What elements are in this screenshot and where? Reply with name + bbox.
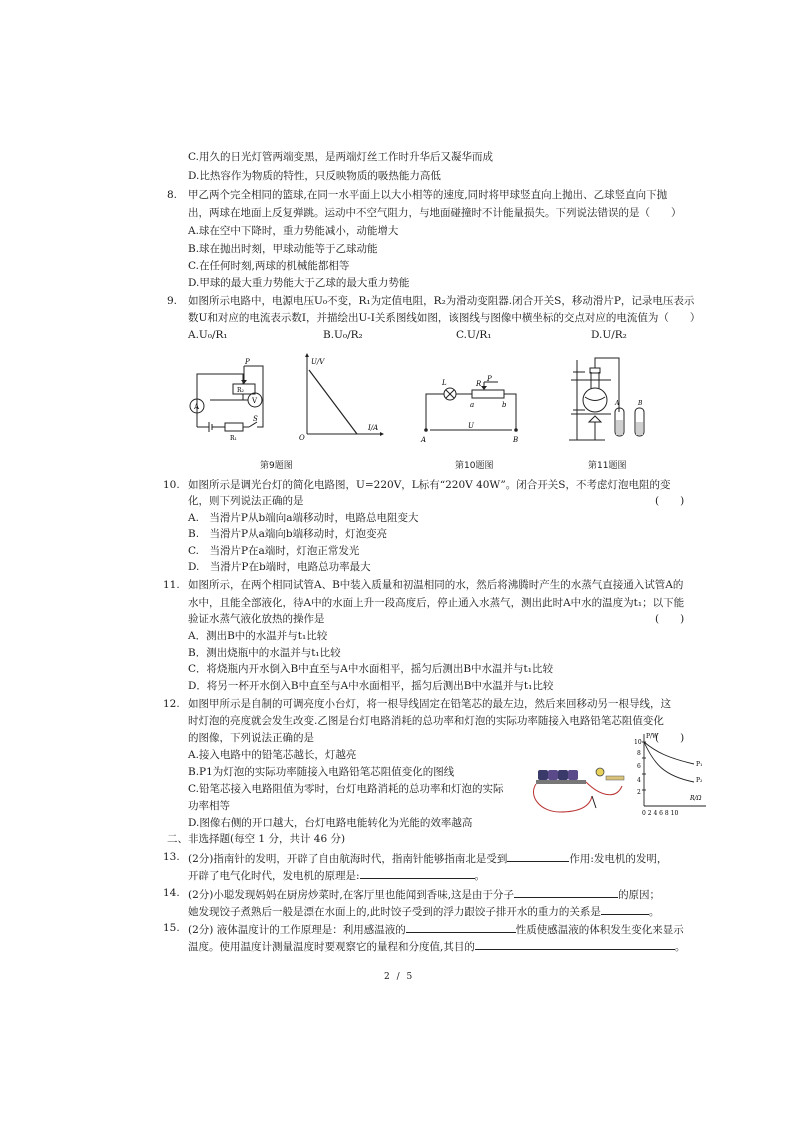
q12-number: 12. xyxy=(163,698,180,710)
fig12-x-axis-label: R/Ω xyxy=(690,795,702,802)
q9-option-b: B.U₀/R₂ xyxy=(323,329,363,341)
q11-option-b: B．测出烧瓶中的水温并与t₁比较 xyxy=(188,647,341,659)
q15-text: 。 xyxy=(674,941,686,953)
q15-number: 15. xyxy=(163,922,180,934)
q12-option-d: D.图像右侧的开口越大，台灯电路电能转化为光能的效率越高 xyxy=(188,817,473,829)
q14-number: 14. xyxy=(163,887,180,899)
section-2-heading: 二、非选择题(每空 1 分，共计 46 分) xyxy=(167,833,346,845)
q8-stem: 甲乙两个完全相同的篮球,在同一水平面上以大小相等的速度,同时将甲球竖直向上抛出、乙球竖直向下抛 xyxy=(188,189,668,201)
fig12-curve-p2-label: P₂ xyxy=(696,777,703,784)
q15-text: (2分) 液体温度计的工作原理是：利用感温液的 xyxy=(188,924,406,936)
q15-stem xyxy=(188,921,684,937)
q14-blank-1[interactable] xyxy=(514,886,618,898)
q14-text: (2分)小聪发现妈妈在厨房炒菜时,在客厅里也能闻到香味,这是由于分子 xyxy=(188,889,515,901)
figure-11-apparatus xyxy=(565,352,660,447)
figure-9-caption: 第9题图 xyxy=(260,461,293,471)
figure-9-ui-graph xyxy=(295,352,390,444)
fig11-tube-b: B xyxy=(638,400,643,407)
fig10-label-l: L xyxy=(442,379,447,387)
fig12-y-tick: 4 xyxy=(637,777,641,784)
q14-stem xyxy=(188,903,659,919)
fig10-label-b: b xyxy=(502,401,507,409)
fig12-y-axis-label: P/W xyxy=(646,733,659,740)
q12-stem: 时灯泡的亮度就会发生改变.乙图是台灯电路消耗的总功率和灯泡的实际功率随接入电路铅笔芯阻值变化 xyxy=(188,715,664,727)
fig9-x-axis-label: I/A xyxy=(368,424,379,432)
fig10-point-b: B xyxy=(513,436,519,444)
fig12-y-tick: 10 xyxy=(634,739,642,746)
q11-option-a: A．测出B中的水温并与t₁比较 xyxy=(188,630,328,642)
q12-option-c: C.铅笔芯接入电路阻值为零时，台灯电路消耗的总功率和灯泡的实际 xyxy=(188,783,504,795)
q11-stem: 如图所示，在两个相同试管A、B中装入质量和初温相同的水，然后将沸腾时产生的水蒸气直接通入试管A的 xyxy=(188,579,684,591)
q13-blank-2[interactable] xyxy=(360,867,475,879)
q13-text: 开辟了电气化时代，发电机的原理是: xyxy=(188,870,360,882)
q11-option-c: C．将烧瓶内开水倒入B中直至与A中水面相平，摇匀后测出B中水温并与t₁比较 xyxy=(188,663,553,675)
q11-number: 11. xyxy=(163,579,180,591)
q11-answer-paren: ( ) xyxy=(655,613,685,625)
fig9-label-r1: R₁ xyxy=(230,435,237,442)
q13-text: 作用:发电机的发明， xyxy=(569,853,668,865)
fig12-x-ticks: 0 2 4 6 8 10 xyxy=(642,810,679,817)
fig12-y-tick: 8 xyxy=(637,750,641,757)
q12-answer-paren: ( ) xyxy=(655,732,685,744)
q15-stem xyxy=(188,938,685,954)
q12-option-b: B.P1为灯泡的实际功率随接入电路铅笔芯阻值变化的图线 xyxy=(188,766,455,778)
q13-text: 。 xyxy=(474,870,486,882)
q14-stem xyxy=(188,886,660,902)
q10-option-b: B. 当滑片P从a端向b端移动时，灯泡变亮 xyxy=(188,528,388,540)
q9-option-d: D.U/R₂ xyxy=(591,329,627,341)
page-number: 2 / 5 xyxy=(384,972,415,982)
fig9-label-r2: R₂ xyxy=(237,387,244,394)
q10-stem: 如图所示是调光台灯的简化电路图，U=220V，L标有“220V 40W”。闭合开关S，不考虑灯泡电阻的变 xyxy=(188,479,671,491)
fig9-label-s: S xyxy=(253,415,258,423)
q9-option-a: A.U₀/R₁ xyxy=(188,329,228,341)
fig9-label-p: P xyxy=(245,358,250,366)
fig9-y-axis-label: U/V xyxy=(311,358,325,366)
q13-stem xyxy=(188,867,485,883)
fig12-y-tick: 2 xyxy=(637,789,641,796)
q10-option-a: A. 当滑片P从b端向a端移动时，电路总电阻变大 xyxy=(188,512,419,524)
q14-blank-2[interactable] xyxy=(601,903,649,915)
q11-option-d: D．将另一杯开水倒入B中直至与A中水面相平，摇匀后测出B中水温并与t₁比较 xyxy=(188,680,554,692)
fig10-label-p: P xyxy=(487,375,492,383)
q14-text: 她发现饺子煮熟后一般是漂在水面上的,此时饺子受到的浮力跟饺子排开水的重力的关系是 xyxy=(188,906,601,918)
q10-answer-paren: ( ) xyxy=(655,495,685,507)
q9-number: 9. xyxy=(167,295,178,307)
figure-12-power-graph xyxy=(634,730,712,822)
q14-text: 的原因； xyxy=(618,889,661,901)
q11-stem: 水中，且能全部液化，待A中的水面上升一段高度后，停止通入水蒸气，测出此时A中水的温度为t₁；以下能 xyxy=(188,597,685,609)
fig9-voltmeter-label: V xyxy=(252,397,258,405)
fig12-curve-p1-label: P₁ xyxy=(696,761,703,768)
fig10-label-u: U xyxy=(468,422,474,430)
q15-text: 温度。使用温度计测量温度时要观察它的量程和分度值,其目的 xyxy=(188,941,475,953)
q10-stem: 化，则下列说法正确的是 xyxy=(188,495,304,507)
q12-option-a: A.接入电路中的铅笔芯越长，灯越亮 xyxy=(188,749,357,761)
q8-option-a: A.球在空中下降时，重力势能减小，动能增大 xyxy=(188,225,399,237)
q8-stem: 出，两球在地面上反复弹跳。运动中不空气阻力，与地面碰撞时不计能量损失。下列说法错误的是（ ） xyxy=(188,207,682,219)
q9-option-c: C.U/R₁ xyxy=(456,329,492,341)
q12-option-c: 功率相等 xyxy=(188,800,230,812)
q8-option-c: C.在任何时刻,两球的机械能都相等 xyxy=(188,260,350,272)
fig9-origin-label: O xyxy=(299,434,305,442)
fig10-point-a: A xyxy=(421,436,427,444)
q10-number: 10. xyxy=(163,479,180,491)
q14-text: 。 xyxy=(648,906,660,918)
fig10-label-a: a xyxy=(470,401,475,409)
figure-10-caption: 第10题图 xyxy=(455,461,494,471)
figure-9-circuit xyxy=(185,352,280,447)
fig10-label-r: R xyxy=(476,380,482,388)
q15-blank-1[interactable] xyxy=(406,921,516,933)
fig9-ammeter-label: A xyxy=(194,403,200,411)
q12-stem: 的图像，下列说法正确的是 xyxy=(188,732,314,744)
q13-number: 13. xyxy=(163,851,180,863)
q11-stem: 验证水蒸气液化放热的操作是 xyxy=(188,613,325,625)
q12-stem: 如图甲所示是自制的可调亮度小台灯，将一根导线固定在铅笔芯的最左边，然后来回移动另一根导线，这 xyxy=(188,698,671,710)
q7-option-d: D.比热容作为物质的特性，只反映物质的吸热能力高低 xyxy=(188,170,441,182)
q10-option-d: D. 当滑片P在b端时，电路总功率最大 xyxy=(188,561,371,573)
figure-10-lamp-circuit xyxy=(418,372,528,447)
q8-number: 8. xyxy=(167,189,178,201)
q13-blank-1[interactable] xyxy=(507,850,569,862)
q13-text: (2分)指南针的发明，开辟了自由航海时代，指南针能够指南北是受到 xyxy=(188,853,508,865)
fig12-y-tick: 6 xyxy=(637,763,641,770)
q7-option-c: C.用久的日光灯管两端变黑，是两端灯丝工作时升华后又凝华而成 xyxy=(188,151,493,163)
q15-blank-2[interactable] xyxy=(475,938,675,950)
q15-text: 性质使感温液的体积发生变化来显示 xyxy=(515,924,684,936)
q8-option-d: D.甲球的最大重力势能大于乙球的最大重力势能 xyxy=(188,277,410,289)
fig11-tube-a: A xyxy=(615,400,620,407)
q9-stem: 如图所示电路中，电源电压U₀不变，R₁为定值电阻，R₂为滑动变阻器.闭合开关S，移动滑片P，记录电压表示 xyxy=(188,295,695,307)
figure-12-pencil-lamp xyxy=(530,756,630,818)
q13-stem xyxy=(188,850,667,866)
q10-option-c: C. 当滑片P在a端时，灯泡正常发光 xyxy=(188,545,360,557)
figure-11-caption: 第11题图 xyxy=(588,461,627,471)
q8-option-b: B.球在抛出时刻，甲球动能等于乙球动能 xyxy=(188,243,378,255)
q9-stem: 数U和对应的电流表示数I，并描绘出U-I关系图线如图，该图线与图像中横坐标的交点对应的电流值为（ ） xyxy=(188,312,701,324)
